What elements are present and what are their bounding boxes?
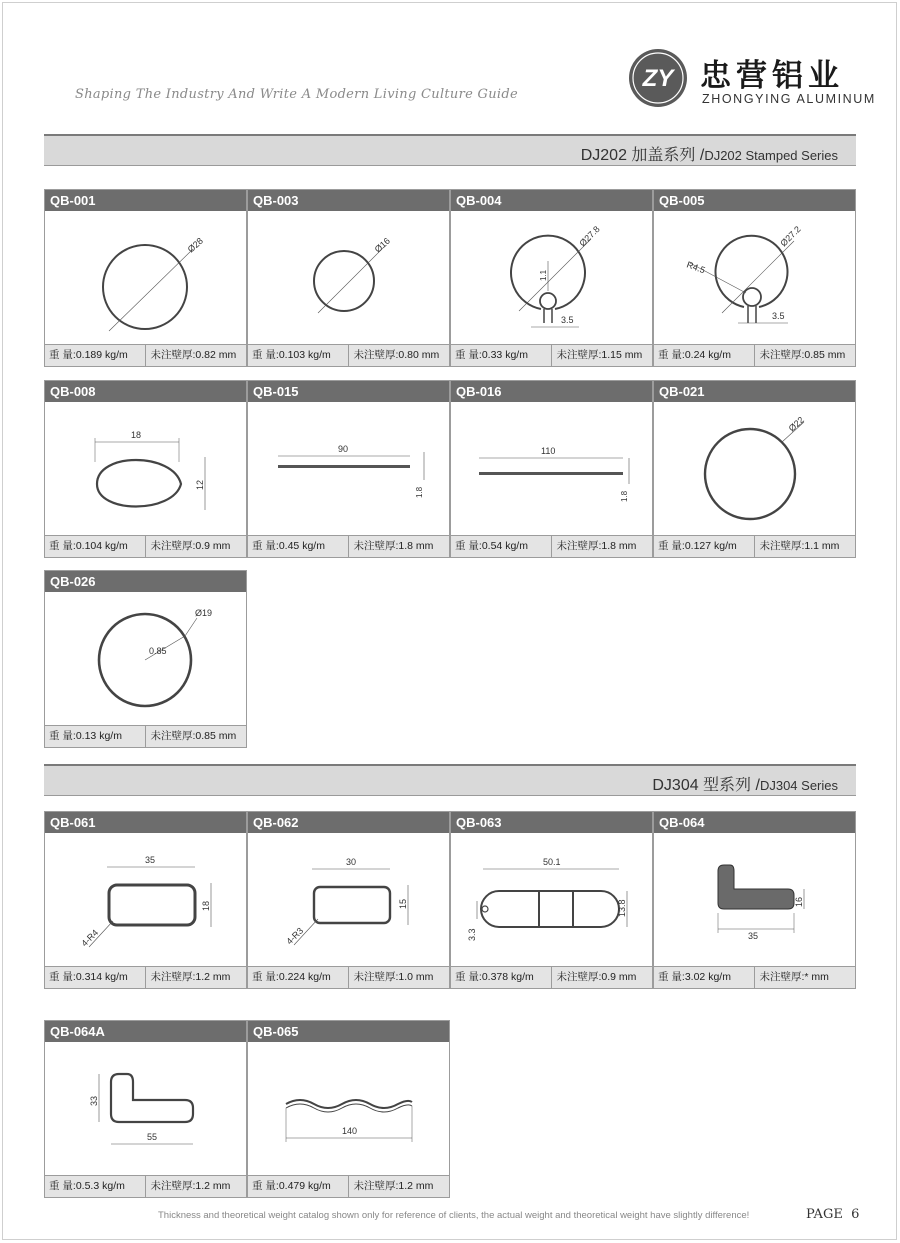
product-code: QB-026	[45, 571, 246, 592]
dim-label: 1.1	[539, 269, 548, 281]
product-card-qb-004[interactable]	[450, 189, 653, 367]
dim-label: Ø27.8	[577, 223, 602, 249]
thickness-label: 未注壁厚:1.2 mm	[145, 1176, 247, 1197]
dim-label: 30	[346, 857, 357, 867]
product-card-qb-063[interactable]	[450, 811, 653, 989]
product-code: QB-003	[248, 190, 449, 211]
series-title-cn: DJ304 型系列 /	[652, 777, 760, 794]
dim-label: 13.8	[617, 899, 627, 917]
product-card-qb-001[interactable]	[44, 189, 247, 367]
profile-drawing	[45, 833, 246, 968]
product-code: QB-004	[451, 190, 652, 211]
weight-label: 重 量:0.104 kg/m	[49, 540, 128, 552]
thickness-label: 未注壁厚:1.0 mm	[348, 967, 450, 988]
product-code: QB-015	[248, 381, 449, 402]
product-card-qb-061[interactable]	[44, 811, 247, 989]
weight-label: 重 量:0.103 kg/m	[252, 349, 331, 361]
thickness-label: 未注壁厚:1.15 mm	[551, 345, 653, 366]
thickness-label: 未注壁厚:1.2 mm	[348, 1176, 450, 1197]
profile-drawing	[45, 1042, 246, 1177]
dim-label: Ø16	[372, 235, 392, 255]
weight-label: 重 量:0.127 kg/m	[658, 540, 737, 552]
dim-label: 33	[89, 1095, 99, 1106]
product-code: QB-016	[451, 381, 652, 402]
dim-label: 1.8	[415, 486, 424, 498]
dim-label: 15	[398, 898, 408, 909]
product-code: QB-061	[45, 812, 246, 833]
dim-label: 3.5	[772, 311, 785, 321]
weight-label: 重 量:0.479 kg/m	[252, 1180, 331, 1192]
product-code: QB-001	[45, 190, 246, 211]
weight-label: 重 量:0.5.3 kg/m	[49, 1180, 125, 1192]
dim-label: 0.85	[149, 646, 167, 656]
dim-label: 55	[147, 1132, 158, 1142]
profile-drawing	[248, 833, 449, 968]
page-number-value: 6	[851, 1207, 860, 1222]
product-card-qb-003[interactable]	[247, 189, 450, 367]
product-code: QB-021	[654, 381, 855, 402]
series-header-dj304	[44, 764, 856, 796]
dim-label: 35	[145, 855, 156, 865]
thickness-label: 未注壁厚:1.8 mm	[348, 536, 450, 557]
thickness-label: 未注壁厚:1.1 mm	[754, 536, 856, 557]
profile-drawing	[45, 211, 246, 346]
dim-label: Ø19	[195, 608, 213, 618]
profile-drawing	[248, 211, 449, 346]
dim-label: Ø22	[786, 414, 806, 434]
series-title-cn: DJ202 加盖系列 /	[580, 147, 705, 164]
profile-drawing	[654, 402, 855, 537]
product-card-qb-016[interactable]	[450, 380, 653, 558]
product-card-qb-062[interactable]	[247, 811, 450, 989]
series-title-en: DJ202 Stamped Series	[704, 148, 838, 163]
product-code: QB-063	[451, 812, 652, 833]
weight-label: 重 量:0.13 kg/m	[49, 730, 122, 742]
dim-label: 35	[748, 931, 759, 941]
product-code: QB-064A	[45, 1021, 246, 1042]
weight-label: 重 量:3.02 kg/m	[658, 971, 731, 983]
profile-drawing	[654, 833, 855, 968]
product-code: QB-005	[654, 190, 855, 211]
dim-label: 12	[195, 479, 205, 490]
brand-name-cn: 忠营铝业	[700, 58, 844, 93]
dim-label: 3.5	[561, 315, 574, 325]
profile-drawing	[451, 211, 652, 346]
product-code: QB-062	[248, 812, 449, 833]
logo-text: ZY	[642, 65, 674, 92]
product-card-qb-015[interactable]	[247, 380, 450, 558]
profile-drawing	[45, 402, 246, 537]
thickness-label: 未注壁厚:0.85 mm	[145, 726, 247, 747]
dim-label: 110	[541, 446, 556, 456]
series-header-dj202	[44, 134, 856, 166]
brand-name-en: ZHONGYING ALUMINUM	[702, 92, 876, 106]
product-card-qb-064[interactable]	[653, 811, 856, 989]
thickness-label: 未注壁厚:0.9 mm	[145, 536, 247, 557]
dim-label: Ø28	[185, 235, 205, 255]
footer-disclaimer: Thickness and theoretical weight catalog shown only for reference of clients, the actual weight and theoretical weight have slightly difference!	[158, 1210, 750, 1221]
dim-label: R4.5	[685, 259, 707, 276]
product-code: QB-065	[248, 1021, 449, 1042]
profile-drawing	[248, 1042, 449, 1177]
dim-label: 140	[342, 1126, 358, 1136]
page-label: PAGE	[806, 1207, 843, 1222]
product-card-qb-021[interactable]	[653, 380, 856, 558]
profile-drawing	[451, 833, 652, 968]
weight-label: 重 量:0.314 kg/m	[49, 971, 128, 983]
product-code: QB-064	[654, 812, 855, 833]
dim-label: Ø27.2	[778, 223, 803, 249]
dim-label: 18	[201, 900, 211, 911]
weight-label: 重 量:0.378 kg/m	[455, 971, 534, 983]
dim-label: 90	[338, 444, 349, 454]
product-code: QB-008	[45, 381, 246, 402]
product-card-qb-008[interactable]	[44, 380, 247, 558]
weight-label: 重 量:0.189 kg/m	[49, 349, 128, 361]
profile-drawing	[654, 211, 855, 346]
product-card-qb-065[interactable]	[247, 1020, 450, 1198]
dim-label: 16	[794, 896, 804, 907]
weight-label: 重 量:0.54 kg/m	[455, 540, 528, 552]
thickness-label: 未注壁厚:1.8 mm	[551, 536, 653, 557]
profile-drawing	[45, 592, 246, 727]
thickness-label: 未注壁厚:1.2 mm	[145, 967, 247, 988]
brand-logo	[628, 48, 688, 108]
thickness-label: 未注壁厚:* mm	[754, 967, 856, 988]
product-card-qb-005[interactable]	[653, 189, 856, 367]
profile-drawing	[248, 402, 449, 537]
weight-label: 重 量:0.24 kg/m	[658, 349, 731, 361]
thickness-label: 未注壁厚:0.9 mm	[551, 967, 653, 988]
product-card-qb-064a[interactable]	[44, 1020, 247, 1198]
weight-label: 重 量:0.45 kg/m	[252, 540, 325, 552]
product-card-qb-026[interactable]	[44, 570, 247, 748]
thickness-label: 未注壁厚:0.82 mm	[145, 345, 247, 366]
profile-drawing	[451, 402, 652, 537]
dim-label: 50.1	[543, 857, 561, 867]
weight-label: 重 量:0.33 kg/m	[455, 349, 528, 361]
thickness-label: 未注壁厚:0.80 mm	[348, 345, 450, 366]
weight-label: 重 量:0.224 kg/m	[252, 971, 331, 983]
tagline: Shaping The Industry And Write A Modern Living Culture Guide	[75, 87, 518, 102]
dim-label: 4-R3	[284, 925, 306, 947]
page-number	[806, 1207, 859, 1222]
dim-label: 1.8	[620, 490, 629, 502]
dim-label: 3.3	[467, 928, 477, 941]
series-title-en: DJ304 Series	[759, 778, 838, 793]
thickness-label: 未注壁厚:0.85 mm	[754, 345, 856, 366]
dim-label: 4-R4	[79, 927, 101, 949]
dim-label: 18	[131, 430, 142, 440]
